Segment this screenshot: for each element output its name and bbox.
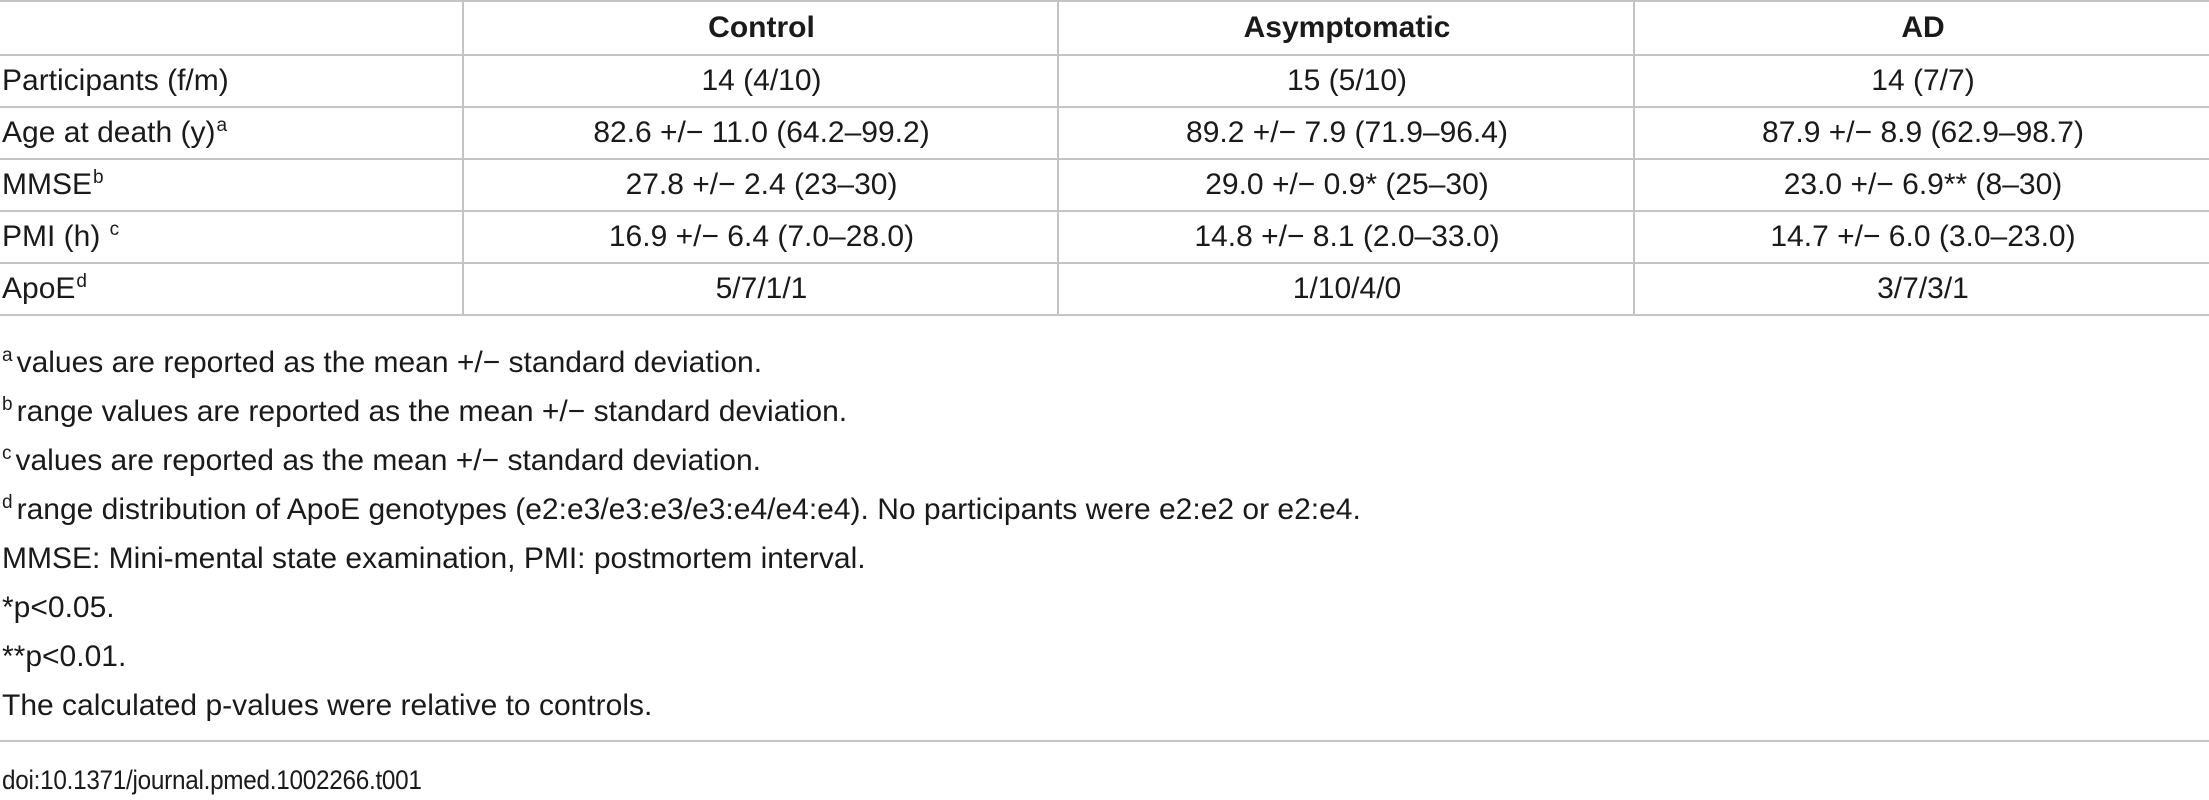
footnote-text: range distribution of ApoE genotypes (e2:e3/e3:e3/e3:e4/e4:e4). No participants were e2:e2 or e2:e4. bbox=[16, 493, 1361, 526]
table-cell: 1/10/4/0 bbox=[1058, 263, 1634, 315]
row-label-text: Participants (f/m) bbox=[2, 64, 229, 97]
footnote-a bbox=[2, 338, 1361, 387]
table-container bbox=[0, 0, 2209, 316]
footnote-marker: a bbox=[216, 115, 228, 136]
header-cell-asymptomatic: Asymptomatic bbox=[1058, 1, 1634, 55]
significance-note-p01: **p<0.01. bbox=[2, 640, 127, 673]
footnote-marker: b bbox=[93, 167, 104, 188]
footer-divider bbox=[0, 740, 2209, 742]
footnote-marker: d bbox=[76, 271, 87, 292]
footnote-d bbox=[2, 485, 1361, 534]
row-label bbox=[0, 263, 463, 315]
footnote-text: range values are reported as the mean +/− standard deviation. bbox=[16, 395, 848, 428]
table-cell: 15 (5/10) bbox=[1058, 55, 1634, 107]
table-row bbox=[0, 107, 2209, 159]
footnote-text: values are reported as the mean +/− standard deviation. bbox=[16, 346, 763, 379]
row-label-text: Age at death (y) bbox=[2, 116, 216, 149]
table-row bbox=[0, 55, 2209, 107]
abbreviations-note: MMSE: Mini-mental state examination, PMI: postmortem interval. bbox=[2, 542, 866, 575]
table-cell: 89.2 +/− 7.9 (71.9–96.4) bbox=[1058, 107, 1634, 159]
footnote-marker: a bbox=[2, 345, 13, 366]
header-cell-control: Control bbox=[463, 1, 1058, 55]
footnote-b bbox=[2, 387, 1361, 436]
p-value-note: The calculated p-values were relative to controls. bbox=[2, 689, 653, 722]
footnote-marker: c bbox=[109, 219, 120, 240]
table-cell: 87.9 +/− 8.9 (62.9–98.7) bbox=[1634, 107, 2209, 159]
table-cell: 27.8 +/− 2.4 (23–30) bbox=[463, 159, 1058, 211]
header-cell-ad: AD bbox=[1634, 1, 2209, 55]
row-label bbox=[0, 55, 463, 107]
table-row bbox=[0, 159, 2209, 211]
table-row bbox=[0, 263, 2209, 315]
row-label-text: ApoE bbox=[2, 272, 76, 305]
row-label bbox=[0, 211, 463, 263]
table-cell: 14 (7/7) bbox=[1634, 55, 2209, 107]
row-label bbox=[0, 107, 463, 159]
table-cell: 16.9 +/− 6.4 (7.0–28.0) bbox=[463, 211, 1058, 263]
table-cell: 29.0 +/− 0.9* (25–30) bbox=[1058, 159, 1634, 211]
table-footnotes bbox=[2, 338, 1361, 730]
table-header-row bbox=[0, 1, 2209, 55]
footnote-marker: b bbox=[2, 394, 13, 415]
table-row bbox=[0, 211, 2209, 263]
table-cell: 14.7 +/− 6.0 (3.0–23.0) bbox=[1634, 211, 2209, 263]
header-cell-empty bbox=[0, 1, 463, 55]
participants-table bbox=[0, 0, 2209, 316]
table-cell: 82.6 +/− 11.0 (64.2–99.2) bbox=[463, 107, 1058, 159]
row-label-text: MMSE bbox=[2, 168, 92, 201]
row-label bbox=[0, 159, 463, 211]
footnote-marker: d bbox=[2, 492, 13, 513]
footnote-c bbox=[2, 436, 1361, 485]
table-cell: 23.0 +/− 6.9** (8–30) bbox=[1634, 159, 2209, 211]
table-cell: 14 (4/10) bbox=[463, 55, 1058, 107]
table-cell: 5/7/1/1 bbox=[463, 263, 1058, 315]
table-cell: 3/7/3/1 bbox=[1634, 263, 2209, 315]
footnote-marker: c bbox=[2, 443, 12, 464]
footnote-text: values are reported as the mean +/− standard deviation. bbox=[15, 444, 761, 477]
doi-link[interactable]: doi:10.1371/journal.pmed.1002266.t001 bbox=[2, 765, 422, 795]
significance-note-p05: *p<0.05. bbox=[2, 591, 115, 624]
row-label-text: PMI (h) bbox=[2, 220, 109, 253]
table-cell: 14.8 +/− 8.1 (2.0–33.0) bbox=[1058, 211, 1634, 263]
